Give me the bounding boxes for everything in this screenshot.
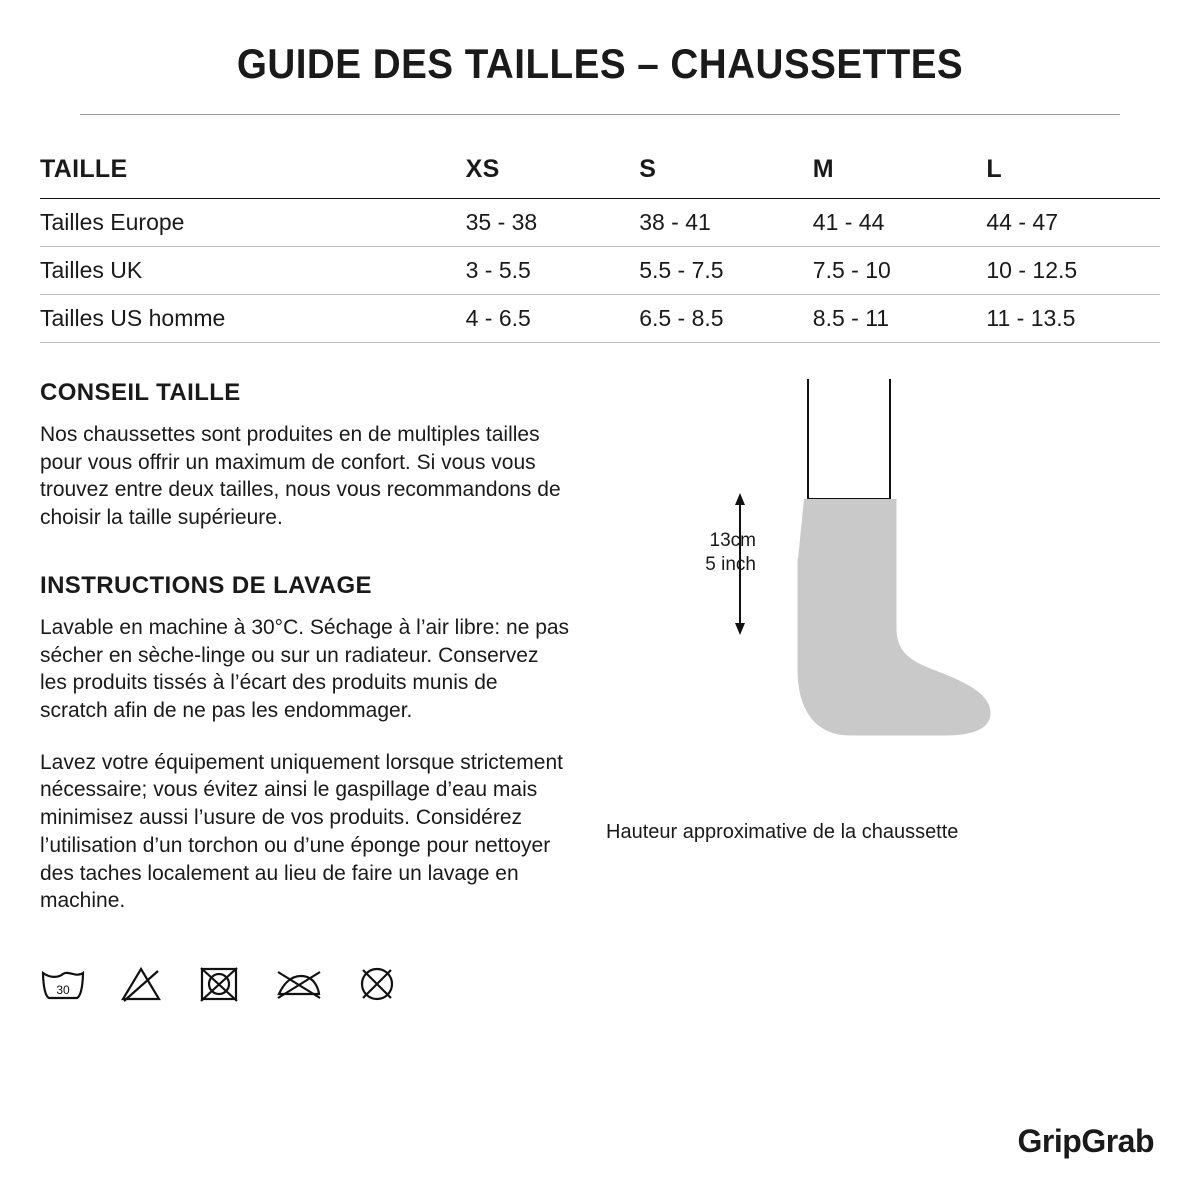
- advice-heading: CONSEIL TAILLE: [40, 379, 241, 406]
- column-header-s: S: [639, 155, 657, 183]
- sock-shape: [798, 499, 990, 735]
- table-row: [40, 295, 1160, 343]
- table-row: [40, 199, 1160, 247]
- cell-us-m: 8.5 - 11: [812, 305, 890, 331]
- cell-uk-s: 5.5 - 7.5: [639, 257, 724, 283]
- cell-us-xs: 4 - 6.5: [465, 305, 531, 331]
- size-table: [40, 145, 1160, 343]
- title-divider: [80, 114, 1120, 115]
- content-columns: [40, 379, 1160, 1003]
- sock-caption: Hauteur approximative de la chaussette: [606, 821, 959, 843]
- washing-heading: INSTRUCTIONS DE LAVAGE: [40, 571, 372, 599]
- cell-europe-s: 38 - 41: [639, 209, 711, 235]
- size-table-body: [40, 199, 1160, 343]
- sock-illustration: [600, 379, 1160, 809]
- table-header-row: [40, 145, 1160, 199]
- size-table-wrap: [40, 145, 1160, 343]
- illustration-column: [600, 379, 1160, 1003]
- advice-text: Nos chaussettes sont produites en de multiples tailles pour vous offrir un maximum de confort. Si vous vous trouvez entre deux tailles, nous vous recommandons de choisir la taille supérieure.: [40, 423, 561, 530]
- column-header-xs: XS: [465, 155, 500, 183]
- table-row: [40, 247, 1160, 295]
- cell-us-s: 6.5 - 8.5: [639, 305, 724, 331]
- page-title: GUIDE DES TAILLES – CHAUSSETTES: [236, 40, 964, 87]
- machine-wash-30-icon: [40, 965, 86, 1003]
- column-header-m: M: [812, 155, 834, 183]
- cell-europe-l: 44 - 47: [986, 209, 1058, 235]
- column-header-l: L: [986, 155, 1002, 183]
- row-label-uk: Tailles UK: [40, 257, 143, 283]
- column-header-label: TAILLE: [40, 155, 128, 183]
- sock-diagram: [600, 379, 1160, 799]
- cell-europe-xs: 35 - 38: [465, 209, 538, 235]
- washing-paragraph-1: Lavable en machine à 30°C. Séchage à l’air libre: ne pas sécher en sèche-linge ou sur un radiateur. Conservez les produits tissés à l’écart des produits munis de scratch afin de ne pas les endommager.: [40, 615, 570, 723]
- text-column: [40, 379, 600, 1003]
- cell-uk-m: 7.5 - 10: [812, 257, 891, 283]
- row-label-us-men: Tailles US homme: [40, 305, 226, 331]
- cell-europe-m: 41 - 44: [812, 209, 885, 235]
- care-symbols: [40, 965, 600, 1003]
- cell-us-l: 11 - 13.5: [986, 305, 1076, 331]
- do-not-iron-icon: [274, 965, 324, 1003]
- do-not-bleach-icon: [118, 965, 164, 1003]
- cell-uk-l: 10 - 12.5: [986, 257, 1078, 283]
- sock-height-dimension: [686, 529, 756, 577]
- do-not-tumble-dry-icon: [196, 965, 242, 1003]
- size-table-head: [40, 145, 1160, 199]
- washing-paragraph-2: Lavez votre équipement uniquement lorsque strictement nécessaire; vous évitez ainsi le gaspillage d’eau mais minimisez aussi l’usure de vos produits. Considérez l’utilisation d’un torchon ou d’une éponge pour nettoyer des taches localement au lieu de faire un lavage en machine.: [40, 750, 563, 913]
- do-not-dry-clean-icon: [356, 965, 398, 1003]
- row-label-europe: Tailles Europe: [40, 209, 185, 235]
- brand-logo: GripGrab: [1017, 1123, 1154, 1159]
- dimension-imperial: 5 inch: [705, 553, 756, 575]
- cell-uk-xs: 3 - 5.5: [465, 257, 531, 283]
- machine-wash-temp-label: 30: [56, 983, 70, 998]
- dimension-metric: 13cm: [709, 530, 756, 551]
